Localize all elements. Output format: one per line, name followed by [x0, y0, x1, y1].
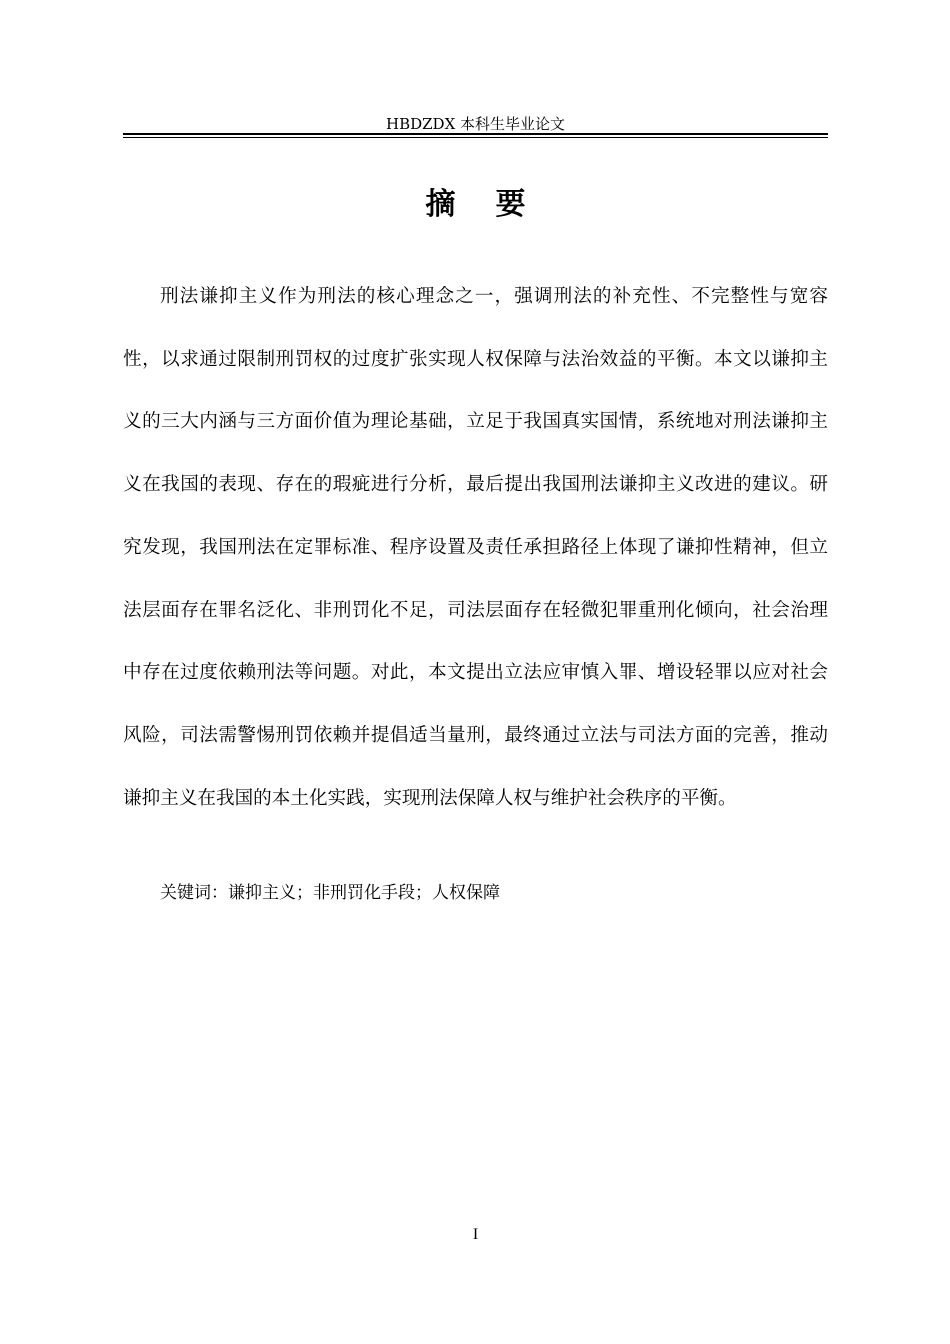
- header-rule-thin: [123, 137, 828, 138]
- keywords-line: 关键词：谦抑主义；非刑罚化手段；人权保障: [160, 883, 500, 903]
- header-rule-thick: [123, 133, 828, 135]
- page-number: I: [472, 1226, 479, 1243]
- abstract-title: 摘要: [425, 187, 566, 222]
- abstract-body: 刑法谦抑主义作为刑法的核心理念之一，强调刑法的补充性、不完整性与宽容性，以求通过限制刑罚权的过度扩张实现人权保障与法治效益的平衡。本文以谦抑主义的三大内涵与三方面价值为理论基础，立足于我国真实国情，系统地对刑法谦抑主义在我国的表现、存在的瑕疵进行分析，最后提出我国刑法谦抑主义改进的建议。研究发现，我国刑法在定罪标准、程序设置及责任承担路径上体现了谦抑性精神，但立法层面存在罪名泛化、非刑罚化不足，司法层面存在轻微犯罪重刑化倾向，社会治理中存在过度依赖刑法等问题。对此，本文提出立法应审慎入罪、增设轻罪以应对社会风险，司法需警惕刑罚依赖并提倡适当量刑，最终通过立法与司法方面的完善，推动谦抑主义在我国的本土化实践，实现刑法保障人权与维护社会秩序的平衡。: [123, 286, 828, 809]
- running-header: HBDZDX 本科生毕业论文: [385, 115, 566, 133]
